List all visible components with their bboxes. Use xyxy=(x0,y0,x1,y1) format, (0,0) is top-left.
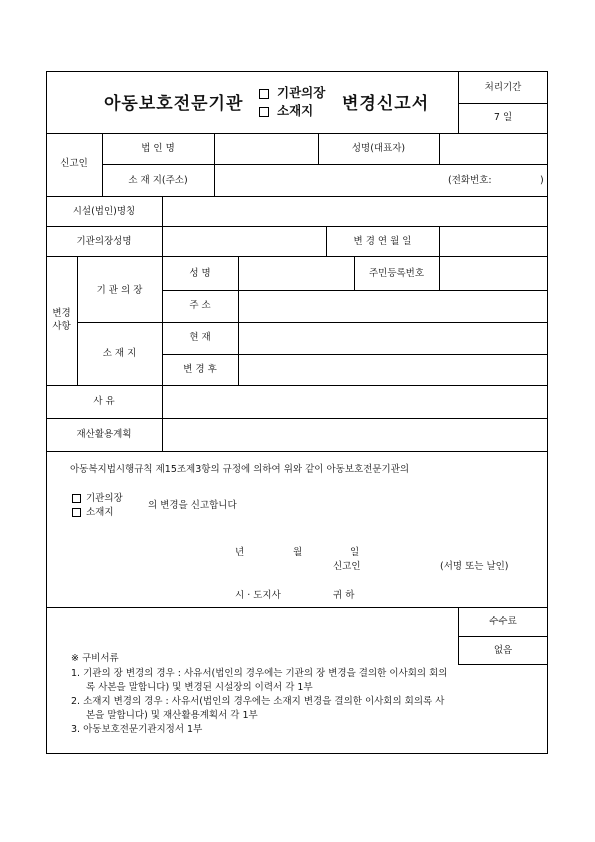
title-right: 변경신고서 xyxy=(342,94,430,114)
rrn-label: 주민등록번호 xyxy=(368,268,425,279)
required-doc-3: 3. 아동보호전문기관지정서 1부 xyxy=(71,724,203,735)
declaration-option-location: 소재지 xyxy=(72,507,114,519)
current-location-field[interactable] xyxy=(239,323,547,353)
reason-label: 사 유 xyxy=(93,396,115,407)
date-month: 월 xyxy=(293,547,303,558)
recipient-honorific: 귀 하 xyxy=(333,590,355,601)
asset-plan-field[interactable] xyxy=(163,419,547,450)
change-label-1: 변경 xyxy=(52,308,71,319)
declaration-option-head: 기관의장 xyxy=(72,493,123,505)
change-date-field[interactable] xyxy=(440,227,547,255)
change-address-label: 주 소 xyxy=(189,300,211,311)
change-address-field[interactable] xyxy=(239,291,547,321)
change-location-label: 소 재 지 xyxy=(102,348,137,359)
corp-name-label: 법 인 명 xyxy=(141,143,175,154)
fee-value: 없음 xyxy=(493,645,513,656)
rrn-field[interactable] xyxy=(440,257,547,289)
processing-period-value: 7 일 xyxy=(493,112,513,123)
processing-period-label: 처리기간 xyxy=(484,82,522,93)
facility-name-field[interactable] xyxy=(163,197,547,225)
sign-note: (서명 또는 날인) xyxy=(440,561,509,572)
asset-plan-label: 재산활용계획 xyxy=(76,429,132,440)
required-doc-2-line2: 본을 말합니다) 및 재산활용계획서 각 1부 xyxy=(86,710,258,721)
checkbox-icon[interactable] xyxy=(72,494,81,503)
reporter-label: 신고인 xyxy=(60,158,88,169)
recipient-label: 시 · 도지사 xyxy=(235,590,281,601)
required-doc-2-line1: 2. 소재지 변경의 경우 : 사유서(법인의 경우에는 소재지 변경을 결의한 이사회의 회의록 사 xyxy=(71,696,445,707)
address-label: 소 재 지(주소) xyxy=(128,175,188,186)
title-option-head: 기관의장 xyxy=(259,87,325,99)
date-year: 년 xyxy=(235,547,245,558)
head-name-label: 기관의장성명 xyxy=(76,236,132,247)
after-location-field[interactable] xyxy=(239,355,547,384)
facility-name-label: 시설(법인)명칭 xyxy=(72,206,136,217)
after-location-label: 변 경 후 xyxy=(183,364,217,375)
title-option-location: 소재지 xyxy=(259,105,313,117)
checkbox-icon[interactable] xyxy=(259,89,269,99)
checkbox-icon[interactable] xyxy=(72,508,81,517)
reporter-sign-label: 신고인 xyxy=(333,561,361,572)
required-doc-1-line1: 1. 기관의 장 변경의 경우 : 사유서(법인의 경우에는 기관의 장 변경을 결의한 이사회의 회의 xyxy=(71,668,448,679)
rep-name-field[interactable] xyxy=(440,134,547,163)
required-docs-title: ※ 구비서류 xyxy=(71,653,119,664)
phone-label: (전화번호: xyxy=(448,175,492,186)
declaration-text: 아동복지법시행규칙 제15조제3항의 규정에 의하여 위와 같이 아동보호전문기관의 xyxy=(70,464,410,475)
change-label-2: 사항 xyxy=(52,321,71,332)
checkbox-icon[interactable] xyxy=(259,107,269,117)
title-left: 아동보호전문기관 xyxy=(104,94,244,114)
declaration-suffix: 의 변경을 신고합니다 xyxy=(148,500,237,511)
corp-name-field[interactable] xyxy=(215,134,317,163)
reason-field[interactable] xyxy=(163,386,547,417)
change-name-label: 성 명 xyxy=(189,268,211,279)
phone-close: ) xyxy=(540,175,544,186)
change-date-label: 변 경 연 월 일 xyxy=(353,236,412,247)
date-day: 일 xyxy=(350,547,360,558)
head-name-field[interactable] xyxy=(163,227,325,255)
rep-name-label: 성명(대표자) xyxy=(351,143,406,154)
current-location-label: 현 재 xyxy=(189,332,211,343)
address-field[interactable] xyxy=(215,165,447,195)
fee-label: 수수료 xyxy=(489,616,517,627)
change-name-field[interactable] xyxy=(239,257,353,289)
required-doc-1-line2: 록 사본을 말합니다) 및 변경된 시설장의 이력서 각 1부 xyxy=(86,682,313,693)
change-head-label: 기 관 의 장 xyxy=(96,285,143,296)
